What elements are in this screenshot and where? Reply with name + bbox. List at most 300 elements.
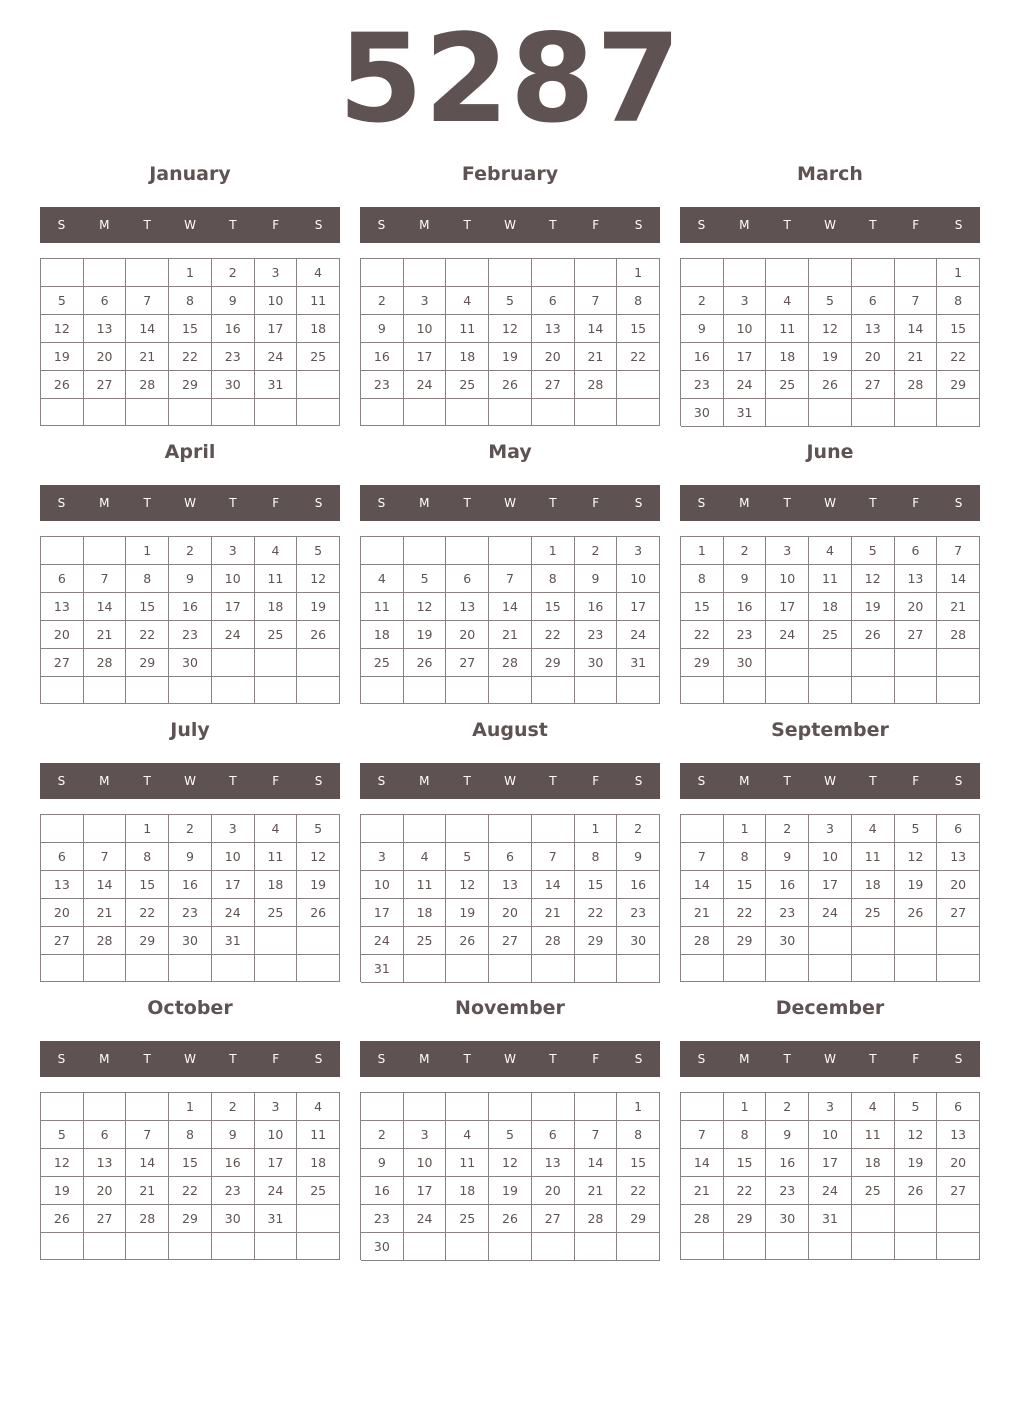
day-cell[interactable]: 11 [297,1121,340,1149]
day-cell[interactable]: 24 [212,621,255,649]
day-cell[interactable]: 26 [489,371,532,399]
day-cell[interactable]: 20 [84,343,127,371]
day-cell[interactable]: 11 [446,1149,489,1177]
day-cell[interactable]: 20 [532,1177,575,1205]
day-cell[interactable]: 21 [84,621,127,649]
day-cell[interactable]: 1 [617,259,660,287]
day-cell[interactable]: 3 [617,537,660,565]
day-cell[interactable]: 27 [937,899,980,927]
day-cell[interactable]: 3 [724,287,767,315]
day-cell[interactable]: 17 [809,871,852,899]
day-cell[interactable]: 19 [809,343,852,371]
day-cell[interactable]: 30 [575,649,618,677]
day-cell[interactable]: 12 [895,1121,938,1149]
day-cell[interactable]: 13 [41,871,84,899]
day-cell[interactable]: 13 [489,871,532,899]
day-cell[interactable]: 16 [724,593,767,621]
day-cell[interactable]: 10 [255,1121,298,1149]
day-cell[interactable]: 1 [126,537,169,565]
day-cell[interactable]: 6 [532,1121,575,1149]
day-cell[interactable]: 8 [169,287,212,315]
day-cell[interactable]: 31 [255,371,298,399]
day-cell[interactable]: 20 [532,343,575,371]
day-cell[interactable]: 8 [937,287,980,315]
day-cell[interactable]: 13 [532,315,575,343]
day-cell[interactable]: 13 [937,1121,980,1149]
day-cell[interactable]: 9 [169,843,212,871]
day-cell[interactable]: 5 [489,287,532,315]
day-cell[interactable]: 31 [361,955,404,983]
day-cell[interactable]: 22 [169,1177,212,1205]
day-cell[interactable]: 16 [681,343,724,371]
day-cell[interactable]: 15 [724,871,767,899]
day-cell[interactable]: 7 [681,843,724,871]
day-cell[interactable]: 6 [41,565,84,593]
day-cell[interactable]: 23 [766,899,809,927]
day-cell[interactable]: 8 [532,565,575,593]
day-cell[interactable]: 23 [575,621,618,649]
day-cell[interactable]: 2 [169,815,212,843]
day-cell[interactable]: 22 [169,343,212,371]
day-cell[interactable]: 16 [361,343,404,371]
day-cell[interactable]: 7 [532,843,575,871]
day-cell[interactable]: 24 [617,621,660,649]
day-cell[interactable]: 11 [766,315,809,343]
day-cell[interactable]: 6 [937,815,980,843]
day-cell[interactable]: 14 [937,565,980,593]
day-cell[interactable]: 1 [532,537,575,565]
day-cell[interactable]: 3 [404,1121,447,1149]
day-cell[interactable]: 21 [895,343,938,371]
day-cell[interactable]: 30 [617,927,660,955]
day-cell[interactable]: 7 [84,843,127,871]
day-cell[interactable]: 9 [169,565,212,593]
day-cell[interactable]: 18 [852,871,895,899]
day-cell[interactable]: 9 [361,315,404,343]
day-cell[interactable]: 19 [41,343,84,371]
day-cell[interactable]: 10 [255,287,298,315]
day-cell[interactable]: 21 [681,1177,724,1205]
day-cell[interactable]: 19 [895,1149,938,1177]
day-cell[interactable]: 18 [809,593,852,621]
day-cell[interactable]: 3 [809,815,852,843]
day-cell[interactable]: 7 [126,287,169,315]
day-cell[interactable]: 12 [809,315,852,343]
day-cell[interactable]: 31 [809,1205,852,1233]
day-cell[interactable]: 9 [766,1121,809,1149]
day-cell[interactable]: 27 [41,927,84,955]
day-cell[interactable]: 13 [937,843,980,871]
day-cell[interactable]: 26 [404,649,447,677]
day-cell[interactable]: 1 [681,537,724,565]
day-cell[interactable]: 24 [809,899,852,927]
day-cell[interactable]: 7 [681,1121,724,1149]
day-cell[interactable]: 28 [681,1205,724,1233]
day-cell[interactable]: 27 [532,371,575,399]
day-cell[interactable]: 27 [852,371,895,399]
day-cell[interactable]: 15 [617,1149,660,1177]
day-cell[interactable]: 9 [575,565,618,593]
day-cell[interactable]: 27 [532,1205,575,1233]
day-cell[interactable]: 22 [532,621,575,649]
day-cell[interactable]: 3 [766,537,809,565]
day-cell[interactable]: 24 [404,371,447,399]
day-cell[interactable]: 22 [617,1177,660,1205]
day-cell[interactable]: 8 [126,843,169,871]
day-cell[interactable]: 5 [852,537,895,565]
day-cell[interactable]: 18 [297,1149,340,1177]
day-cell[interactable]: 25 [446,1205,489,1233]
day-cell[interactable]: 26 [41,371,84,399]
day-cell[interactable]: 11 [852,843,895,871]
day-cell[interactable]: 7 [84,565,127,593]
day-cell[interactable]: 14 [681,1149,724,1177]
day-cell[interactable]: 31 [212,927,255,955]
day-cell[interactable]: 23 [169,899,212,927]
day-cell[interactable]: 25 [297,1177,340,1205]
day-cell[interactable]: 14 [532,871,575,899]
day-cell[interactable]: 12 [489,1149,532,1177]
day-cell[interactable]: 10 [361,871,404,899]
day-cell[interactable]: 8 [617,1121,660,1149]
day-cell[interactable]: 28 [84,927,127,955]
day-cell[interactable]: 31 [617,649,660,677]
day-cell[interactable]: 28 [532,927,575,955]
day-cell[interactable]: 17 [212,593,255,621]
day-cell[interactable]: 4 [852,815,895,843]
day-cell[interactable]: 4 [404,843,447,871]
day-cell[interactable]: 17 [361,899,404,927]
day-cell[interactable]: 23 [766,1177,809,1205]
day-cell[interactable]: 17 [255,315,298,343]
day-cell[interactable]: 1 [617,1093,660,1121]
day-cell[interactable]: 25 [446,371,489,399]
day-cell[interactable]: 21 [126,343,169,371]
day-cell[interactable]: 3 [809,1093,852,1121]
day-cell[interactable]: 9 [361,1149,404,1177]
day-cell[interactable]: 19 [489,343,532,371]
day-cell[interactable]: 29 [126,927,169,955]
day-cell[interactable]: 21 [126,1177,169,1205]
day-cell[interactable]: 30 [169,927,212,955]
day-cell[interactable]: 20 [489,899,532,927]
day-cell[interactable]: 31 [255,1205,298,1233]
day-cell[interactable]: 1 [724,815,767,843]
day-cell[interactable]: 16 [617,871,660,899]
day-cell[interactable]: 13 [532,1149,575,1177]
day-cell[interactable]: 26 [809,371,852,399]
day-cell[interactable]: 12 [852,565,895,593]
day-cell[interactable]: 16 [169,871,212,899]
day-cell[interactable]: 18 [297,315,340,343]
day-cell[interactable]: 4 [255,537,298,565]
day-cell[interactable]: 22 [681,621,724,649]
day-cell[interactable]: 19 [404,621,447,649]
day-cell[interactable]: 25 [297,343,340,371]
day-cell[interactable]: 2 [212,259,255,287]
day-cell[interactable]: 28 [126,371,169,399]
day-cell[interactable]: 6 [84,1121,127,1149]
day-cell[interactable]: 4 [809,537,852,565]
day-cell[interactable]: 19 [895,871,938,899]
day-cell[interactable]: 13 [446,593,489,621]
day-cell[interactable]: 16 [766,871,809,899]
day-cell[interactable]: 7 [489,565,532,593]
day-cell[interactable]: 29 [724,927,767,955]
day-cell[interactable]: 25 [852,899,895,927]
day-cell[interactable]: 26 [41,1205,84,1233]
day-cell[interactable]: 9 [681,315,724,343]
day-cell[interactable]: 2 [575,537,618,565]
day-cell[interactable]: 14 [895,315,938,343]
day-cell[interactable]: 14 [681,871,724,899]
day-cell[interactable]: 8 [575,843,618,871]
day-cell[interactable]: 20 [937,871,980,899]
day-cell[interactable]: 29 [169,371,212,399]
day-cell[interactable]: 11 [446,315,489,343]
day-cell[interactable]: 8 [617,287,660,315]
day-cell[interactable]: 18 [361,621,404,649]
day-cell[interactable]: 28 [489,649,532,677]
day-cell[interactable]: 5 [297,537,340,565]
day-cell[interactable]: 21 [489,621,532,649]
day-cell[interactable]: 18 [446,1177,489,1205]
day-cell[interactable]: 19 [489,1177,532,1205]
day-cell[interactable]: 23 [617,899,660,927]
day-cell[interactable]: 29 [575,927,618,955]
day-cell[interactable]: 5 [809,287,852,315]
day-cell[interactable]: 15 [532,593,575,621]
day-cell[interactable]: 22 [126,621,169,649]
day-cell[interactable]: 13 [84,315,127,343]
day-cell[interactable]: 25 [404,927,447,955]
day-cell[interactable]: 4 [766,287,809,315]
day-cell[interactable]: 2 [617,815,660,843]
day-cell[interactable]: 26 [297,899,340,927]
day-cell[interactable]: 27 [489,927,532,955]
day-cell[interactable]: 1 [937,259,980,287]
day-cell[interactable]: 14 [84,593,127,621]
day-cell[interactable]: 21 [84,899,127,927]
day-cell[interactable]: 1 [724,1093,767,1121]
day-cell[interactable]: 26 [895,1177,938,1205]
day-cell[interactable]: 30 [724,649,767,677]
day-cell[interactable]: 6 [84,287,127,315]
day-cell[interactable]: 18 [404,899,447,927]
day-cell[interactable]: 6 [446,565,489,593]
day-cell[interactable]: 2 [724,537,767,565]
day-cell[interactable]: 21 [575,343,618,371]
day-cell[interactable]: 21 [575,1177,618,1205]
day-cell[interactable]: 12 [489,315,532,343]
day-cell[interactable]: 3 [361,843,404,871]
day-cell[interactable]: 20 [937,1149,980,1177]
day-cell[interactable]: 11 [361,593,404,621]
day-cell[interactable]: 25 [766,371,809,399]
day-cell[interactable]: 28 [575,1205,618,1233]
day-cell[interactable]: 11 [852,1121,895,1149]
day-cell[interactable]: 17 [404,343,447,371]
day-cell[interactable]: 5 [895,815,938,843]
day-cell[interactable]: 9 [212,287,255,315]
day-cell[interactable]: 24 [766,621,809,649]
day-cell[interactable]: 17 [809,1149,852,1177]
day-cell[interactable]: 25 [255,899,298,927]
day-cell[interactable]: 6 [41,843,84,871]
day-cell[interactable]: 29 [724,1205,767,1233]
day-cell[interactable]: 11 [255,843,298,871]
day-cell[interactable]: 31 [724,399,767,427]
day-cell[interactable]: 29 [937,371,980,399]
day-cell[interactable]: 13 [852,315,895,343]
day-cell[interactable]: 4 [297,1093,340,1121]
day-cell[interactable]: 23 [361,371,404,399]
day-cell[interactable]: 1 [126,815,169,843]
day-cell[interactable]: 15 [681,593,724,621]
day-cell[interactable]: 6 [937,1093,980,1121]
day-cell[interactable]: 19 [852,593,895,621]
day-cell[interactable]: 8 [724,1121,767,1149]
day-cell[interactable]: 24 [724,371,767,399]
day-cell[interactable]: 1 [169,1093,212,1121]
day-cell[interactable]: 3 [255,1093,298,1121]
day-cell[interactable]: 12 [297,565,340,593]
day-cell[interactable]: 20 [446,621,489,649]
day-cell[interactable]: 4 [446,1121,489,1149]
day-cell[interactable]: 7 [937,537,980,565]
day-cell[interactable]: 26 [852,621,895,649]
day-cell[interactable]: 16 [361,1177,404,1205]
day-cell[interactable]: 23 [212,1177,255,1205]
day-cell[interactable]: 18 [255,593,298,621]
day-cell[interactable]: 30 [361,1233,404,1261]
day-cell[interactable]: 5 [41,287,84,315]
day-cell[interactable]: 21 [532,899,575,927]
day-cell[interactable]: 2 [212,1093,255,1121]
day-cell[interactable]: 20 [41,899,84,927]
day-cell[interactable]: 21 [937,593,980,621]
day-cell[interactable]: 30 [766,1205,809,1233]
day-cell[interactable]: 20 [852,343,895,371]
day-cell[interactable]: 23 [212,343,255,371]
day-cell[interactable]: 29 [681,649,724,677]
day-cell[interactable]: 20 [84,1177,127,1205]
day-cell[interactable]: 30 [212,1205,255,1233]
day-cell[interactable]: 1 [169,259,212,287]
day-cell[interactable]: 15 [169,315,212,343]
day-cell[interactable]: 28 [895,371,938,399]
day-cell[interactable]: 22 [126,899,169,927]
day-cell[interactable]: 25 [852,1177,895,1205]
day-cell[interactable]: 15 [575,871,618,899]
day-cell[interactable]: 17 [617,593,660,621]
day-cell[interactable]: 16 [766,1149,809,1177]
day-cell[interactable]: 23 [681,371,724,399]
day-cell[interactable]: 23 [169,621,212,649]
day-cell[interactable]: 12 [895,843,938,871]
day-cell[interactable]: 25 [361,649,404,677]
day-cell[interactable]: 22 [724,899,767,927]
day-cell[interactable]: 10 [766,565,809,593]
day-cell[interactable]: 13 [84,1149,127,1177]
day-cell[interactable]: 17 [212,871,255,899]
day-cell[interactable]: 20 [895,593,938,621]
day-cell[interactable]: 2 [766,815,809,843]
day-cell[interactable]: 30 [766,927,809,955]
day-cell[interactable]: 14 [84,871,127,899]
day-cell[interactable]: 6 [895,537,938,565]
day-cell[interactable]: 6 [852,287,895,315]
day-cell[interactable]: 25 [809,621,852,649]
day-cell[interactable]: 11 [297,287,340,315]
day-cell[interactable]: 8 [126,565,169,593]
day-cell[interactable]: 24 [809,1177,852,1205]
day-cell[interactable]: 21 [681,899,724,927]
day-cell[interactable]: 27 [84,371,127,399]
day-cell[interactable]: 4 [446,287,489,315]
day-cell[interactable]: 27 [41,649,84,677]
day-cell[interactable]: 14 [126,315,169,343]
day-cell[interactable]: 29 [169,1205,212,1233]
day-cell[interactable]: 5 [297,815,340,843]
day-cell[interactable]: 15 [724,1149,767,1177]
day-cell[interactable]: 3 [255,259,298,287]
day-cell[interactable]: 26 [489,1205,532,1233]
day-cell[interactable]: 10 [724,315,767,343]
day-cell[interactable]: 14 [126,1149,169,1177]
day-cell[interactable]: 5 [895,1093,938,1121]
day-cell[interactable]: 16 [212,1149,255,1177]
day-cell[interactable]: 2 [361,1121,404,1149]
day-cell[interactable]: 12 [404,593,447,621]
day-cell[interactable]: 2 [681,287,724,315]
day-cell[interactable]: 24 [212,899,255,927]
day-cell[interactable]: 28 [126,1205,169,1233]
day-cell[interactable]: 16 [169,593,212,621]
day-cell[interactable]: 3 [404,287,447,315]
day-cell[interactable]: 4 [297,259,340,287]
day-cell[interactable]: 24 [404,1205,447,1233]
day-cell[interactable]: 13 [895,565,938,593]
day-cell[interactable]: 27 [895,621,938,649]
day-cell[interactable]: 10 [404,315,447,343]
day-cell[interactable]: 8 [724,843,767,871]
day-cell[interactable]: 15 [126,871,169,899]
day-cell[interactable]: 30 [681,399,724,427]
day-cell[interactable]: 16 [212,315,255,343]
day-cell[interactable]: 18 [255,871,298,899]
day-cell[interactable]: 28 [681,927,724,955]
day-cell[interactable]: 18 [446,343,489,371]
day-cell[interactable]: 5 [489,1121,532,1149]
day-cell[interactable]: 4 [361,565,404,593]
day-cell[interactable]: 5 [404,565,447,593]
day-cell[interactable]: 15 [617,315,660,343]
day-cell[interactable]: 19 [41,1177,84,1205]
day-cell[interactable]: 19 [297,871,340,899]
day-cell[interactable]: 2 [766,1093,809,1121]
day-cell[interactable]: 11 [809,565,852,593]
day-cell[interactable]: 15 [937,315,980,343]
day-cell[interactable]: 29 [617,1205,660,1233]
day-cell[interactable]: 17 [255,1149,298,1177]
day-cell[interactable]: 18 [852,1149,895,1177]
day-cell[interactable]: 20 [41,621,84,649]
day-cell[interactable]: 9 [766,843,809,871]
day-cell[interactable]: 5 [41,1121,84,1149]
day-cell[interactable]: 25 [255,621,298,649]
day-cell[interactable]: 8 [169,1121,212,1149]
